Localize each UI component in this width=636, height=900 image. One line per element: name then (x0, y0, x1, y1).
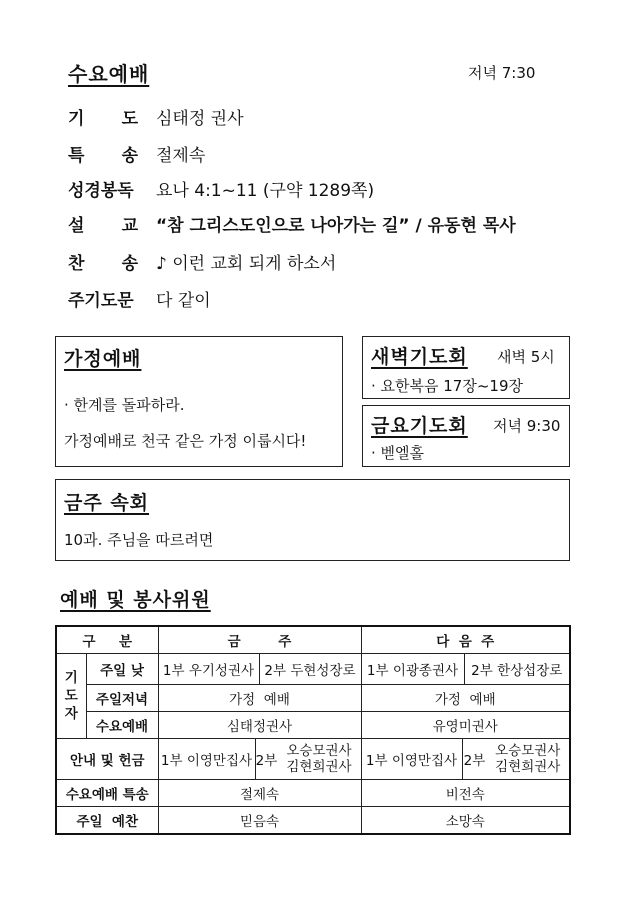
sunday-day-next-week: 1부 이광종권사 2부 한상섭장로 (361, 654, 570, 685)
guide-this-week: 1부 이영만집사 2부 오승모권사 김현희권사 (158, 739, 361, 780)
row-label-wednesday: 수요예배 (86, 712, 158, 739)
table-row (56, 712, 570, 739)
wednesday-special-this-week: 절제속 (158, 780, 361, 807)
order-special-song: 특 송 절제속 (68, 140, 205, 166)
order-sermon-value: “참 그리스도인으로 나아가는 길” / 유동현 목사 (156, 215, 516, 236)
row-label-sunday-day: 주일 낮 (86, 654, 158, 685)
table-row (56, 780, 570, 807)
dawn-prayer-time: 새벽 5시 (497, 348, 555, 366)
order-lords-prayer: 주기도문 다 같이 (68, 285, 211, 311)
prayer-leaders-label: 기 도 자 (56, 654, 86, 739)
committee-table (55, 625, 571, 835)
wednesday-time: 저녁 7:30 (468, 64, 536, 82)
table-row (56, 685, 570, 712)
order-hymn-value: ♪ 이런 교회 되게 하소서 (156, 253, 337, 274)
friday-prayer-text: · 벧엘홀 (371, 444, 425, 462)
committee-title: 예배 및 봉사위원 (60, 589, 211, 611)
family-worship-line1: · 한계를 돌파하라. (64, 396, 185, 414)
order-scripture: 성경봉독 요나 4:1~11 (구약 1289쪽) (68, 175, 374, 201)
header-next-week: 다 음 주 (361, 626, 570, 654)
cell-group-box (55, 479, 570, 561)
table-row (56, 739, 570, 780)
table-header-row (56, 626, 570, 654)
order-hymn: 찬 송 ♪ 이런 교회 되게 하소서 (68, 248, 336, 274)
order-special-song-value: 절제속 (156, 145, 206, 166)
friday-prayer-time: 저녁 9:30 (493, 417, 561, 435)
dawn-prayer-text: · 요한복음 17장~19장 (371, 377, 523, 395)
header-category: 구 분 (56, 626, 158, 654)
dawn-prayer-box (362, 336, 570, 399)
order-sermon: 설 교 “참 그리스도인으로 나아가는 길” / 유동현 목사 (68, 210, 516, 236)
row-label-guide-offering: 안내 및 헌금 (56, 739, 158, 780)
cell-group-title: 금주 속회 (64, 492, 150, 514)
header-this-week: 금 주 (158, 626, 361, 654)
friday-prayer-box (362, 405, 570, 467)
dawn-prayer-title: 새벽기도회 (371, 346, 468, 368)
wednesday-special-next-week: 비전속 (361, 780, 570, 807)
order-scripture-value: 요나 4:1~11 (구약 1289쪽) (156, 180, 375, 201)
guide-next-week: 1부 이영만집사 2부 오승모권사 김현희권사 (361, 739, 570, 780)
order-lords-prayer-value: 다 같이 (156, 290, 211, 311)
sunday-day-this-week: 1부 우기성권사 2부 두현성장로 (158, 654, 361, 685)
wednesday-title: 수요예배 (68, 62, 150, 86)
row-label-sunday-choir: 주일 예찬 (56, 807, 158, 835)
family-worship-box (55, 336, 343, 467)
sunday-evening-this-week: 가정 예배 (158, 685, 361, 712)
row-label-wednesday-special: 수요예배 특송 (56, 780, 158, 807)
sunday-choir-next-week: 소망속 (361, 807, 570, 835)
wednesday-this-week: 심태정권사 (158, 712, 361, 739)
order-prayer-value: 심태정 권사 (156, 108, 244, 129)
sunday-choir-this-week: 믿음속 (158, 807, 361, 835)
row-label-sunday-evening: 주일저녁 (86, 685, 158, 712)
wednesday-next-week: 유영미권사 (361, 712, 570, 739)
family-worship-title: 가정예배 (64, 348, 142, 370)
cell-group-text: 10과. 주님을 따르려면 (64, 531, 214, 549)
friday-prayer-title: 금요기도회 (371, 415, 468, 437)
table-row (56, 654, 570, 685)
table-row (56, 807, 570, 835)
order-prayer: 기 도 심태정 권사 (68, 103, 244, 129)
sunday-evening-next-week: 가정 예배 (361, 685, 570, 712)
family-worship-line2: 가정예배로 천국 같은 가정 이룹시다! (64, 432, 307, 450)
